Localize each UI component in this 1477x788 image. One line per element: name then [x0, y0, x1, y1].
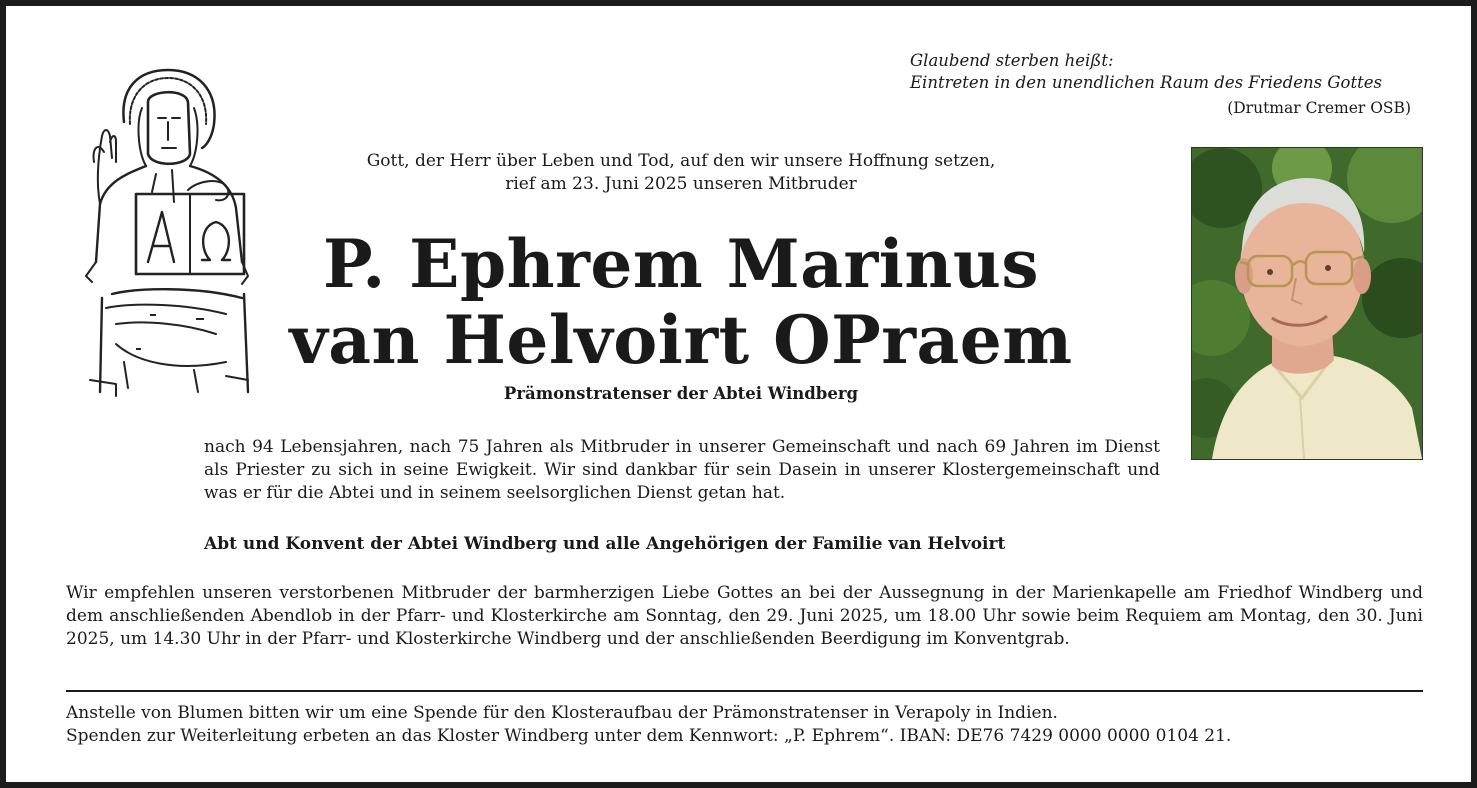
quote-line-1: Glaubend sterben heißt:: [910, 51, 1114, 70]
intro-line-2: rief am 23. Juni 2025 unseren Mitbruder: [505, 174, 857, 194]
deceased-name-line-1: P. Ephrem Marinus: [323, 225, 1039, 303]
portrait-photo: [1191, 147, 1423, 460]
tribute-paragraph: nach 94 Lebensjahren, nach 75 Jahren als Mitbruder in unserer Gemeinschaft und nach 69 Jahren im Dienst als Priester zu sich in seine Ewigkeit. Wir sind dankbar für sein Dasein in unserer Klostergemeinschaft und was er für die Abtei und in seinem seelsorglichen Dienst getan hat.: [204, 437, 1160, 503]
deceased-name: [206, 226, 1156, 378]
donation-note: [66, 702, 1423, 748]
deceased-name-line-2: van Helvoirt OPraem: [289, 301, 1073, 379]
divider-line: [66, 690, 1423, 692]
intro-text: [266, 150, 1096, 196]
donation-line-2: Spenden zur Weiterleitung erbeten an das Kloster Windberg unter dem Kennwort: „P. Ephrem“. IBAN: DE76 7429 0000 0000 0104 21.: [66, 726, 1232, 746]
quote-line-2: Eintreten in den unendlichen Raum des Friedens Gottes: [910, 73, 1382, 92]
funeral-announcement: Wir empfehlen unseren verstorbenen Mitbruder der barmherzigen Liebe Gottes an bei der Aussegnung in der Marienkapelle am Friedhof Windberg und dem anschließenden Abendlob in der Pfarr- und Klosterkirche am Sonntag, den 29. Juni 2025, um 18.00 Uhr sowie beim Requiem am Montag, den 30. Juni 2025, um 14.30 Uhr in der Pfarr- und Klosterkirche Windberg und der anschließenden Beerdigung im Konventgrab.: [66, 583, 1423, 649]
deceased-order: Prämonstratenser der Abtei Windberg: [503, 384, 859, 403]
epigraph-quote: [910, 50, 1430, 94]
intro-line-1: Gott, der Herr über Leben und Tod, auf den wir unsere Hoffnung setzen,: [366, 151, 996, 171]
quote-author: (Drutmar Cremer OSB): [1227, 99, 1411, 117]
mourners-signature: Abt und Konvent der Abtei Windberg und alle Angehörigen der Familie van Helvoirt: [204, 534, 1006, 554]
donation-line-1: Anstelle von Blumen bitten wir um eine Spende für den Klosteraufbau der Prämonstratenser in Verapoly in Indien.: [66, 703, 1058, 723]
